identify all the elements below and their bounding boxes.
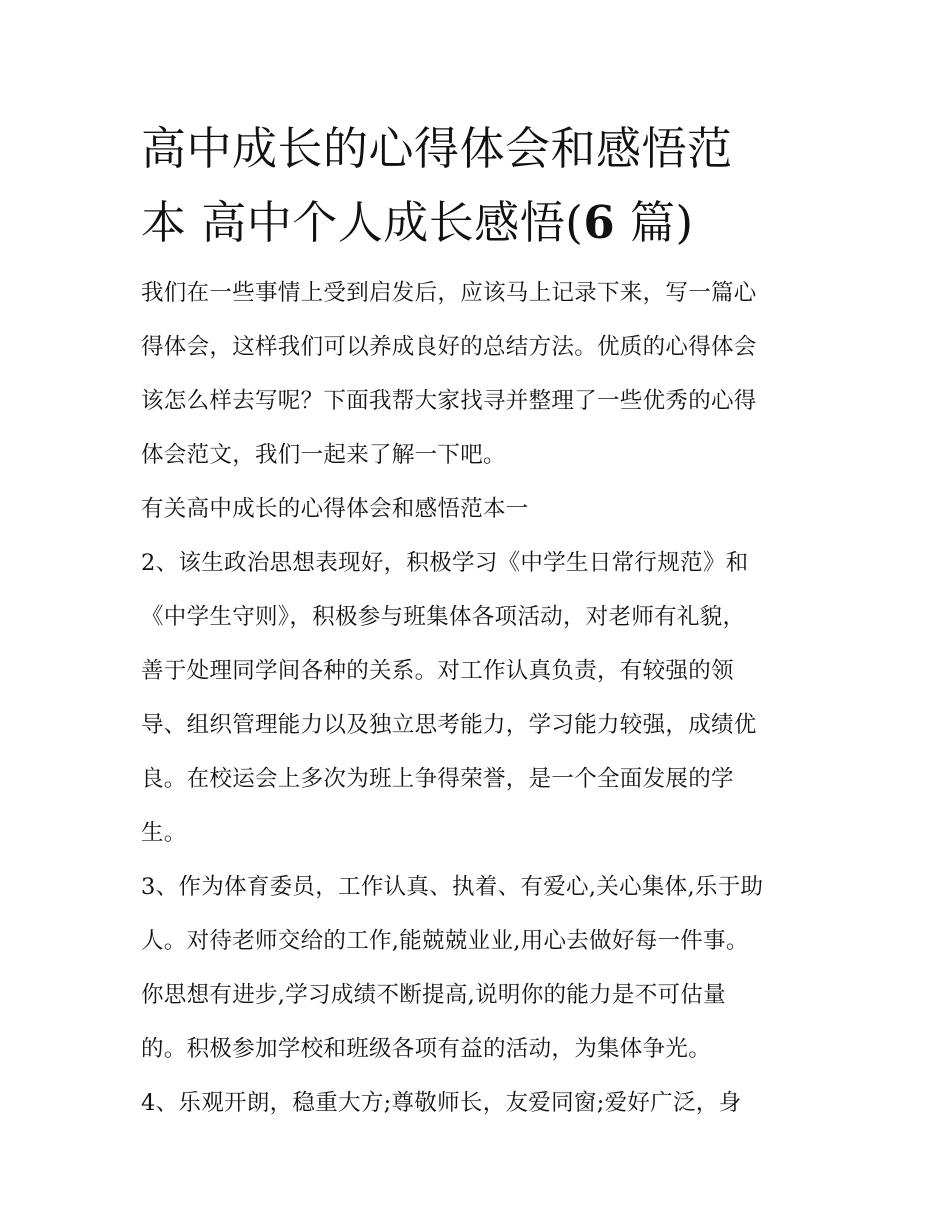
item-2-paragraph	[141, 536, 821, 860]
section-heading	[141, 482, 821, 536]
paragraph-line: 生。	[141, 820, 187, 846]
paragraph-line: 良。在校运会上多次为班上争得荣誉，是一个全面发展的学	[141, 766, 734, 792]
paragraph-line: 得体会，这样我们可以养成良好的总结方法。优质的心得体会	[141, 334, 757, 360]
paragraph-line: 4、乐观开朗，稳重大方;尊敬师长，友爱同窗;爱好广泛，身	[141, 1090, 742, 1116]
item-3-paragraph	[141, 860, 821, 1076]
paragraph-line: 《中学生守则》，积极参与班集体各项活动，对老师有礼貌，	[141, 604, 746, 630]
paragraph-line: 我们在一些事情上受到启发后，应该马上记录下来，写一篇心	[141, 280, 757, 306]
paragraph-line: 2、该生政治思想表现好，积极学习《中学生日常行规范》和	[141, 550, 749, 576]
paragraph-line: 3、作为体育委员，工作认真、执着、有爱心,关心集体,乐于助	[141, 874, 764, 900]
intro-paragraph	[141, 266, 821, 482]
title-line-1: 高中成长的心得体会和感悟范	[141, 122, 733, 175]
title-line-2-suffix: 篇)	[615, 196, 694, 249]
paragraph-line: 导、组织管理能力以及独立思考能力，学习能力较强，成绩优	[141, 712, 757, 738]
paragraph-line: 人。对待老师交给的工作,能兢兢业业,用心去做好每一件事。	[141, 928, 749, 954]
paragraph-line: 该怎么样去写呢？下面我帮大家找寻并整理了一些优秀的心得	[141, 388, 757, 414]
paragraph-line: 善于处理同学间各种的关系。对工作认真负责，有较强的领	[141, 658, 734, 684]
paragraph-line: 体会范文，我们一起来了解一下吧。	[141, 442, 506, 468]
document-title	[141, 112, 821, 260]
item-4-paragraph	[141, 1076, 821, 1130]
document-content	[141, 112, 821, 1130]
title-line-2-prefix: 本 高中个人成长感悟(	[141, 196, 584, 249]
section-heading-text: 有关高中成长的心得体会和感悟范本一	[141, 496, 529, 522]
paragraph-line: 你思想有进步,学习成绩不断提高,说明你的能力是不可估量	[141, 982, 726, 1008]
paragraph-line: 的。积极参加学校和班级各项有益的活动，为集体争光。	[141, 1036, 712, 1062]
title-line-2-number: 6	[583, 196, 616, 249]
